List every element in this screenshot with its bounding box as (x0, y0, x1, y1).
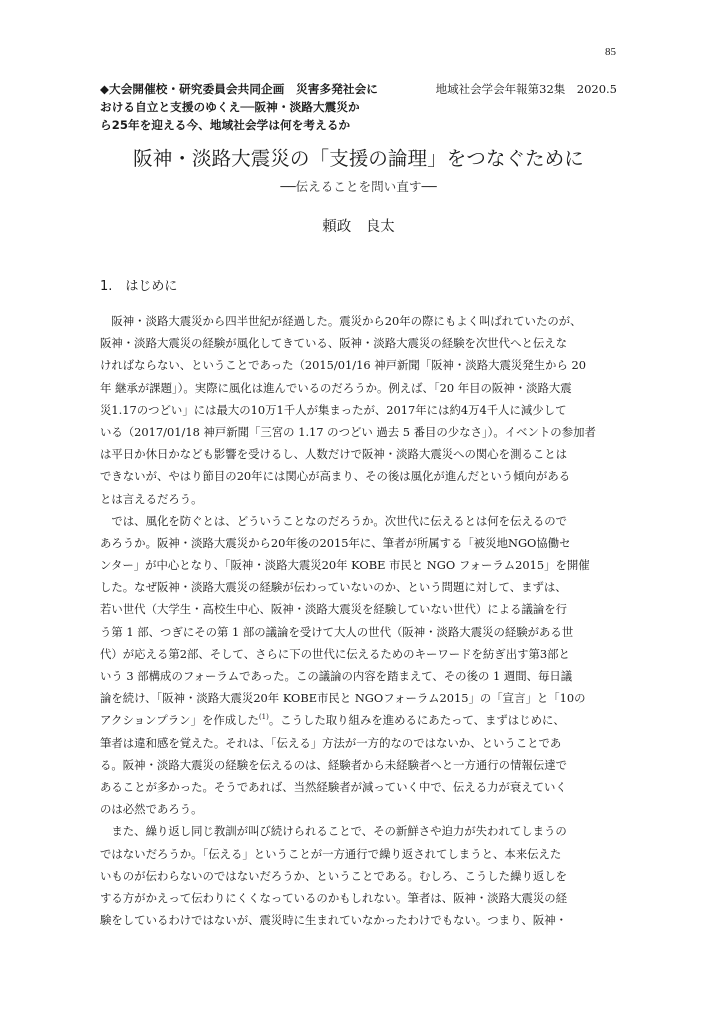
body-line: 筆者は違和感を覚えた。それは、「伝える」方法が一方的なのではないか、ということであ (100, 735, 562, 750)
body-text (100, 310, 620, 931)
series-line: ら25年を迎える今、地域社会学は何を考えるか (100, 118, 351, 132)
body-line: ければならない、ということであった（2015/01/16 神戸新聞「阪神・淡路大震災発生から 20 (100, 358, 586, 373)
body-line: 若い世代（大学生・高校生中心、阪神・淡路大震災を経験していない世代）による議論を行 (100, 602, 568, 617)
body-line: 災1.17のつどい」には最大の10万1千人が集まったが、2017年には約4万4千人に減少して (100, 402, 567, 417)
author-name: 頼政 良太 (322, 219, 395, 235)
body-line: とは言えるだろう。 (100, 491, 203, 506)
body-line: 代）が応える第2部、そして、さらに下の世代に伝えるためのキーワードを紡ぎ出す第3部と (100, 646, 570, 661)
page-number: 85 (605, 46, 616, 58)
body-line: 阪神・淡路大震災の経験が風化してきている、阪神・淡路大震災の経験を次世代へと伝えな (100, 336, 568, 351)
body-line: いる（2017/01/18 神戸新聞「三宮の 1.17 のつどい 過去 5 番目の少なさ」）。イベントの参加者 (100, 424, 596, 439)
body-line-text: 。こうした取り組みを進めるにあたって、まずはじめに、 (268, 713, 565, 728)
series-heading (100, 80, 430, 134)
article-title: 阪神・淡路大震災の「支援の論理」をつなぐために (133, 147, 584, 170)
body-line: した。なぜ阪神・淡路大震災の経験が伝わっていないのか、という問題に対して、まずは、 (100, 580, 567, 595)
body-line: いう 3 部構成のフォーラムであった。この議論の内容を踏まえて、その後の 1 週間、毎日議 (100, 669, 573, 683)
body-line: ではないだろうか。「伝える」ということが一方通行で繰り返されてしまうと、本来伝えた (100, 846, 562, 861)
body-line (100, 709, 620, 731)
journal-info: 地域社会学会年報第32集 2020.5 (435, 82, 617, 96)
body-line: ンター」が中心となり、「阪神・淡路大震災20年 KOBE 市民と NGO フォーラム2015」を開催 (100, 558, 590, 573)
body-line: う第 1 部、つぎにその第 1 部の議論を受けて大人の世代（阪神・淡路大震災の経験がある世 (100, 624, 574, 639)
body-line: あることが多かった。そうであれば、当然経験者が減っていく中で、伝える力が衰えていく (100, 779, 567, 794)
footnote-marker: (1) (258, 713, 269, 722)
body-line: いものが伝わらないのではないだろうか、ということである。むしろ、こうした繰り返しを (100, 868, 568, 883)
body-line: する方がかえって伝わりにくくなっているのかもしれない。筆者は、阪神・淡路大震災の経 (100, 890, 568, 905)
body-line: のは必然であろう。 (100, 802, 203, 817)
body-line: 論を続け、「阪神・淡路大震災20年 KOBE市民と NGOフォーラム2015」の「宣言」と「10の (100, 691, 586, 706)
body-line-text: アクションプラン」を作成した (100, 713, 259, 728)
section-heading: 1. はじめに (100, 279, 178, 294)
body-line: できないが、やはり節目の20年には関心が高まり、その後は風化が進んだという傾向がある (100, 469, 571, 484)
body-line: あろうか。阪神・淡路大震災から20年後の2015年に、筆者が所属する「被災地NGO協働セ (100, 535, 571, 550)
body-line: る。阪神・淡路大震災の経験を伝えるのは、経験者から未経験者へと一方通行の情報伝達で (100, 757, 568, 772)
body-line: では、風化を防ぐとは、どういうことなのだろうか。次世代に伝えるとは何を伝えるので (100, 513, 568, 528)
body-line: は平日か休日かなども影響を受けるし、人数だけで阪神・淡路大震災への関心を測ることは (100, 447, 568, 462)
body-line: 年 継承が課題」）。実際に風化は進んでいるのだろうか。例えば、「20 年目の阪神・淡路大震 (100, 380, 572, 395)
article-subtitle: ──伝えることを問い直す── (280, 179, 437, 194)
body-line: また、繰り返し同じ教訓が叫び続けられることで、その新鮮さや迫力が失われてしまうの (100, 824, 567, 839)
body-line: 阪神・淡路大震災から四半世紀が経過した。震災から20年の際にもよく叫ばれていたのが、 (100, 314, 582, 328)
body-line: 験をしているわけではないが、震災時に生まれていなかったわけでもない。つまり、阪神・ (100, 913, 568, 928)
series-line: ◆大会開催校・研究委員会共同企画 災害多発社会に (100, 82, 378, 96)
series-line: おける自立と支援のゆくえ──阪神・淡路大震災か (100, 100, 360, 114)
